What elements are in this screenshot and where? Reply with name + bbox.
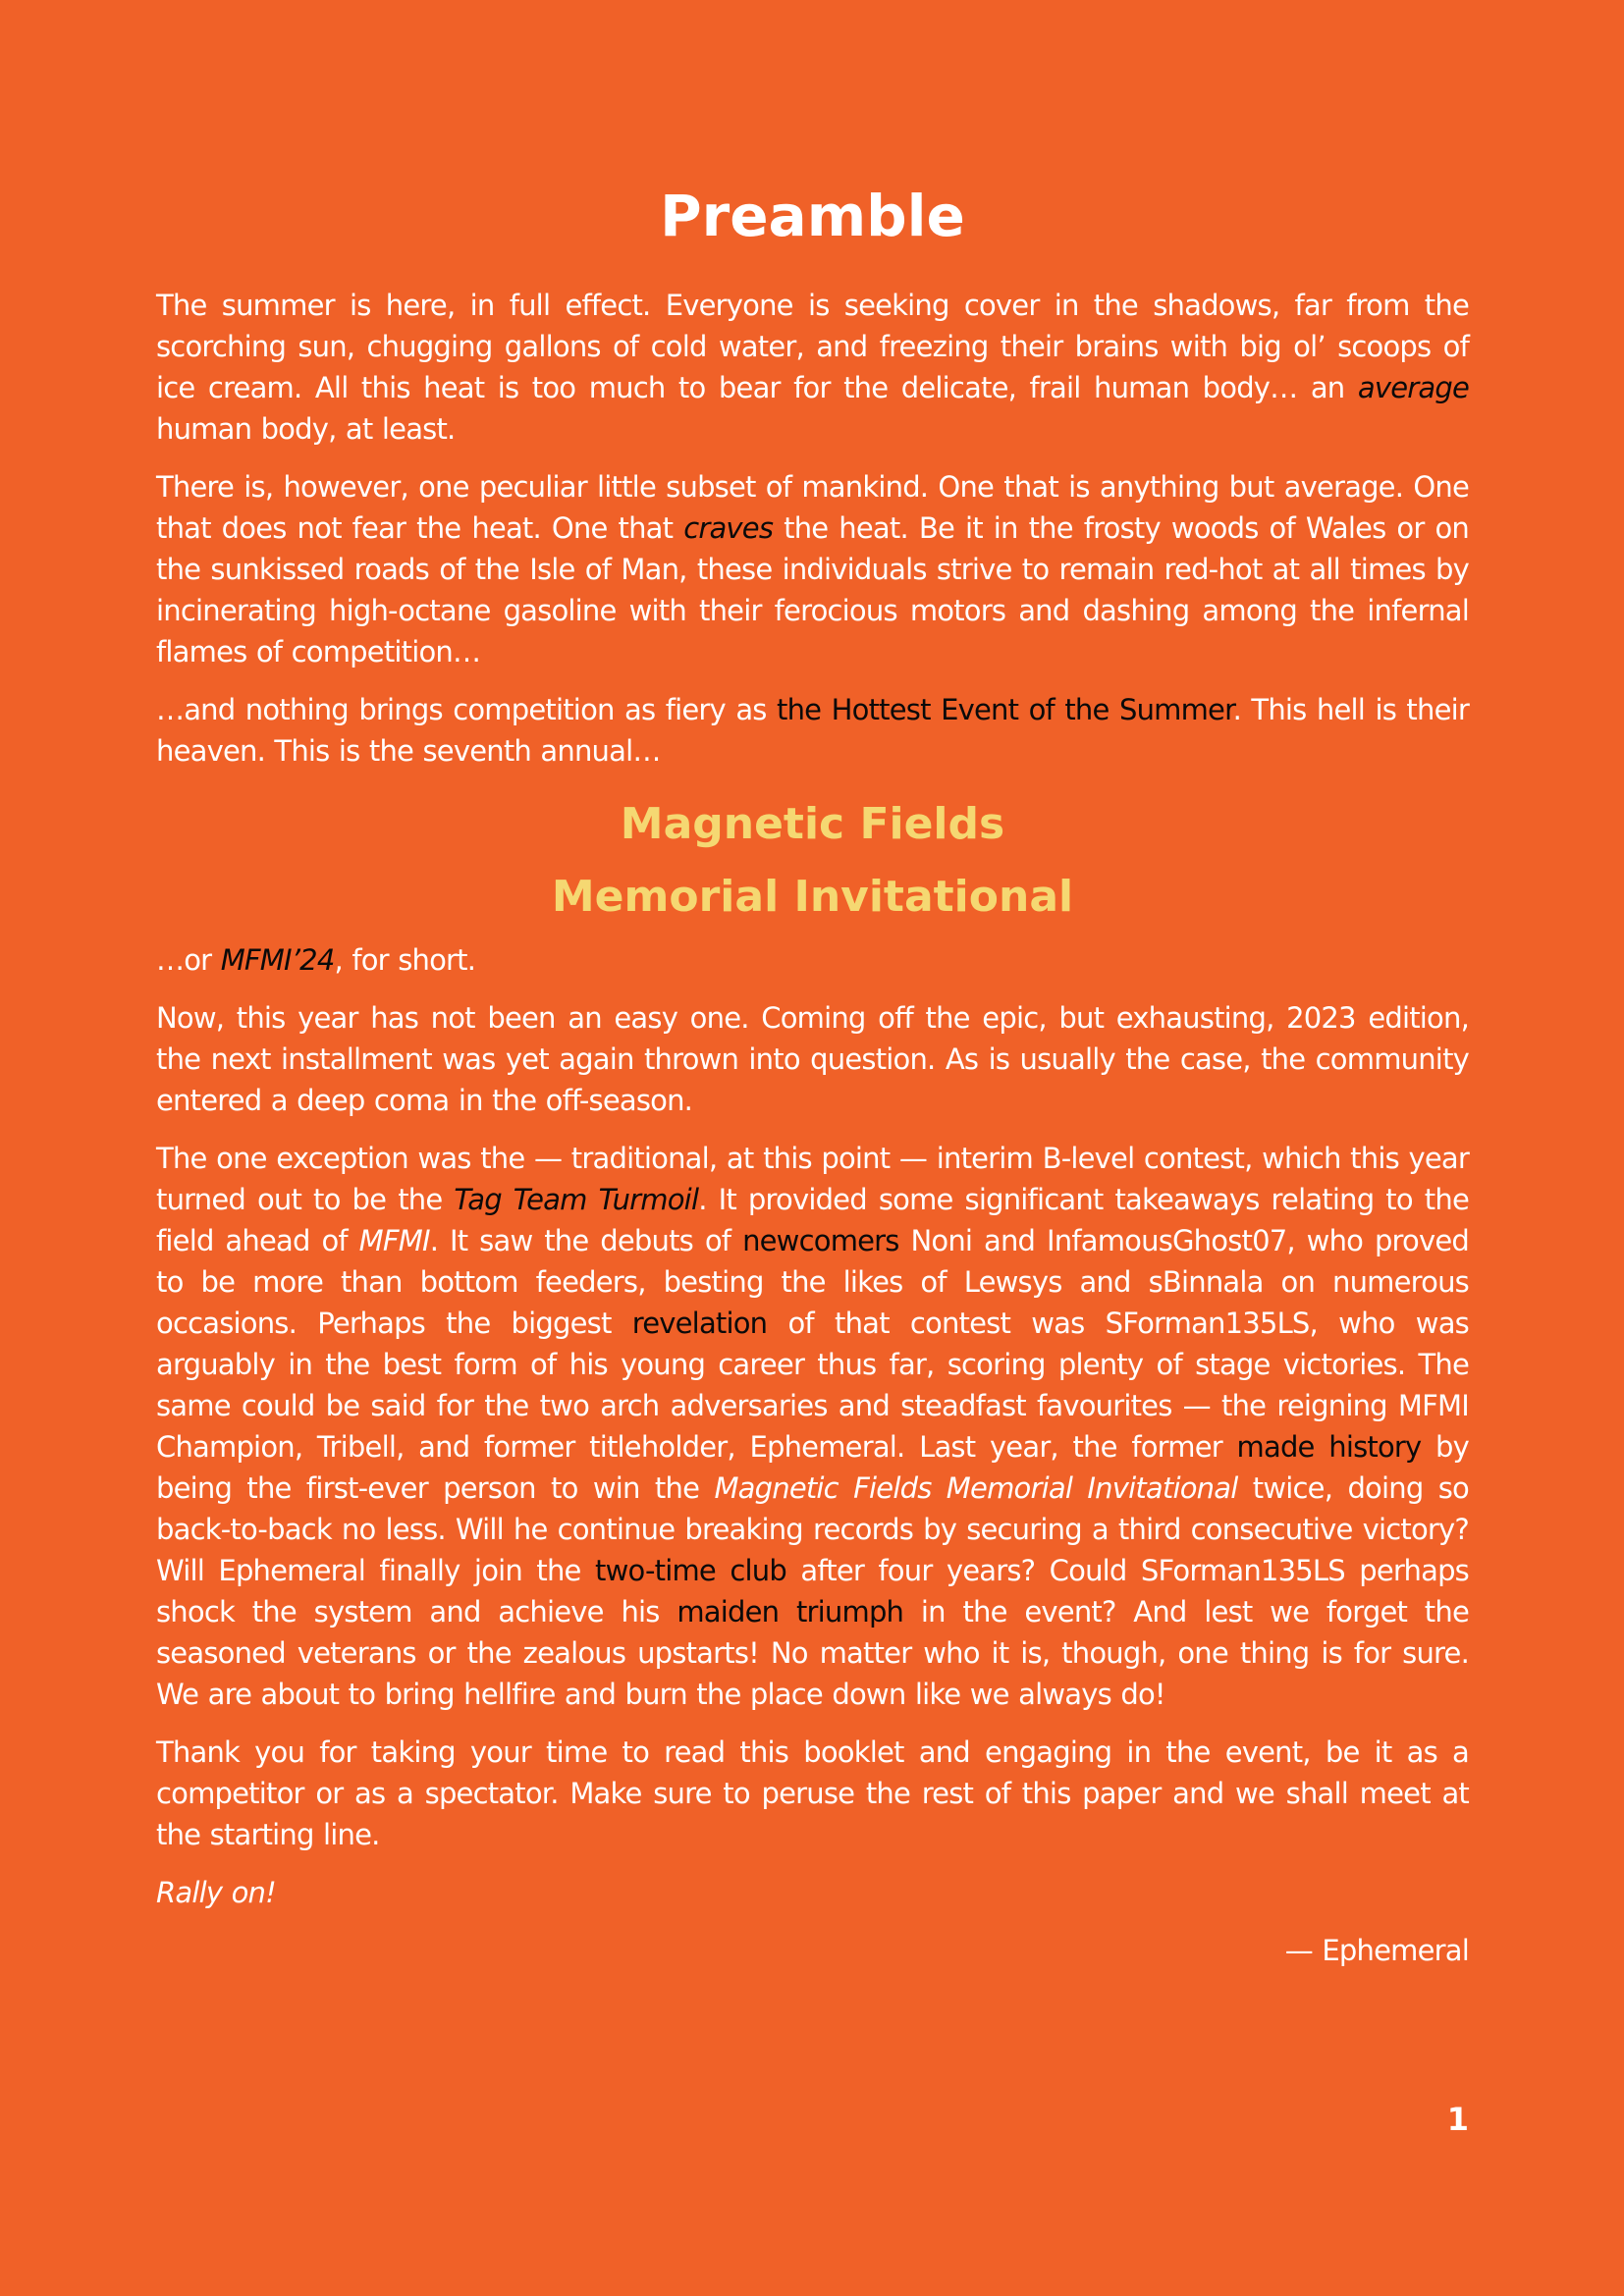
- paragraph-short-name: [156, 939, 1469, 981]
- text: human body, at least.: [156, 412, 456, 446]
- text: after four years? Could SForman135LS perhaps shock the system and achieve his: [156, 1554, 1469, 1629]
- event-title-line1: Magnetic Fields: [620, 799, 1005, 849]
- highlight-revelation: revelation: [631, 1307, 768, 1340]
- emphasis-mfmi: MFMI: [358, 1224, 430, 1257]
- event-title: [156, 788, 1469, 934]
- page-title: Preamble: [660, 183, 965, 249]
- signature: — Ephemeral: [1284, 1934, 1469, 1967]
- text: There is, however, one peculiar little subset of mankind. One that is anything but average. One that does not fear the heat. One that: [156, 470, 1469, 545]
- paragraph-subset: [156, 466, 1469, 672]
- text: of that contest was SForman135LS, who was arguably in the best form of his young career thus far, scoring plenty of stage victories. The same could be said for the two arch adversaries and steadfast favourites — the reigning MFMI Champion, Tribell, and former titleholder, Ephemeral. Last year, the former: [156, 1307, 1469, 1464]
- highlight-made-history: made history: [1236, 1430, 1422, 1464]
- text: Noni and InfamousGhost07, who proved to be more than bottom feeders, besting the likes of Lewsys and sBinnala on numerous occasions. Perhaps the biggest: [156, 1224, 1469, 1340]
- text: . This hell is their heaven. This is the seventh annual…: [156, 693, 1469, 768]
- emphasis-average: average: [1357, 371, 1469, 404]
- text: twice, doing so back-to-back no less. Will he continue breaking records by securing a third consecutive victory? Will Ephemeral finally join the: [156, 1471, 1470, 1587]
- paragraph-hottest-event: [156, 689, 1469, 772]
- text: by being the first-ever person to win the: [156, 1430, 1469, 1505]
- closing-line: Rally on!: [156, 1876, 276, 1909]
- text: . It saw the debuts of: [429, 1224, 743, 1257]
- highlight-two-time-club: two-time club: [595, 1554, 786, 1587]
- emphasis-event-name: Magnetic Fields Memorial Invitational: [714, 1471, 1238, 1505]
- highlight-maiden-triumph: maiden triumph: [677, 1595, 904, 1629]
- text: , for short.: [334, 943, 476, 977]
- emphasis-tag-team-turmoil: Tag Team Turmoil: [454, 1183, 699, 1216]
- text: …and nothing brings competition as fiery as: [156, 693, 778, 726]
- text: …or: [156, 943, 221, 977]
- emphasis-craves: craves: [683, 511, 774, 545]
- paragraph-this-year: Now, this year has not been an easy one. Coming off the epic, but exhausting, 2023 edition, the next installment was yet again thrown into question. As is usually the case, the community entered a deep coma in the off-season.: [156, 1001, 1469, 1117]
- paragraph-contest: [156, 1138, 1469, 1715]
- emphasis-mfmi24: MFMI’24: [220, 943, 335, 977]
- paragraph-intro: [156, 285, 1469, 450]
- paragraph-thanks: Thank you for taking your time to read this booklet and engaging in the event, be it as a competitor or as a spectator. Make sure to peruse the rest of this paper and we shall meet at the starting line.: [156, 1735, 1469, 1851]
- page-number: 1: [1446, 2101, 1469, 2138]
- text: the heat. Be it in the frosty woods of Wales or on the sunkissed roads of the Isle of Man, these individuals strive to remain red-hot at all times by incinerating high-octane gasoline with their ferocious motors and dashing among the infernal flames of competition…: [156, 511, 1469, 668]
- text: in the event? And lest we forget the seasoned veterans or the zealous upstarts! No matter who it is, though, one thing is for sure. We are about to bring hellfire and burn the place down like we always do!: [156, 1595, 1469, 1711]
- text: The summer is here, in full effect. Everyone is seeking cover in the shadows, far from the scorching sun, chugging gallons of cold water, and freezing their brains with big ol’ scoops of ice cream. All this heat is too much to bear for the delicate, frail human body… an: [156, 289, 1469, 404]
- text: . It provided some significant takeaways relating to the field ahead of: [156, 1183, 1469, 1257]
- highlight-newcomers: newcomers: [742, 1224, 899, 1257]
- page-content: [156, 177, 1469, 1988]
- highlight-hottest-event: the Hottest Event of the Summer: [777, 693, 1233, 726]
- event-title-line2: Memorial Invitational: [551, 872, 1074, 922]
- text: The one exception was the — traditional, at this point — interim B-level contest, which this year turned out to be the: [156, 1142, 1469, 1216]
